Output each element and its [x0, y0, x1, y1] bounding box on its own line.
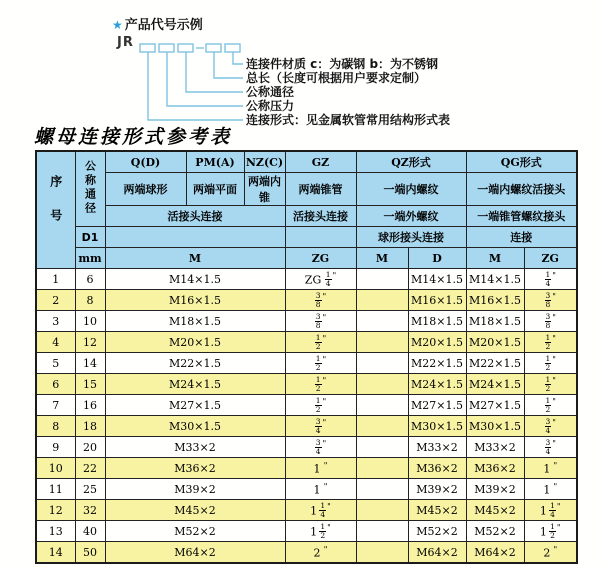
cell-qz-m	[356, 395, 408, 416]
code-label-length: 总长（长度可根据用户要求定制）	[246, 71, 427, 85]
fraction: $\frac{3}{4}$	[545, 437, 551, 456]
cell-gz-zg	[285, 311, 356, 332]
cell-qz-m	[356, 500, 408, 521]
cell-qg-m: M27×1.5	[466, 395, 524, 416]
cell-qg-zg	[524, 290, 577, 311]
inch-mark: "	[552, 355, 556, 365]
cell-m-thread: M16×1.5	[105, 290, 285, 311]
cell-qz-d: M14×1.5	[408, 269, 466, 290]
cell-seq: 11	[36, 479, 75, 500]
cell-m-thread: M14×1.5	[105, 269, 285, 290]
header-ends-pma: 两端平面	[186, 173, 244, 206]
fraction: $\frac{1}{2}$	[315, 332, 321, 351]
cell-qg-m: M33×2	[466, 437, 524, 458]
cell-qg-m: M30×1.5	[466, 416, 524, 437]
cell-qz-d: M45×2	[408, 500, 466, 521]
header-code-nzc: NZ(C)	[244, 151, 285, 173]
cell-seq: 10	[36, 458, 75, 479]
cell-qg-m: M52×2	[466, 521, 524, 542]
cell-m-thread: M22×1.5	[105, 353, 285, 374]
header-blank-1	[105, 227, 285, 248]
header-ext-thread-qz: 一端外螺纹	[356, 206, 466, 227]
inch-mark: "	[322, 397, 327, 407]
cell-qg-zg	[524, 332, 577, 353]
code-box-3	[178, 44, 193, 52]
code-label-material: 连接件材质 c：为碳钢 b：为不锈钢	[246, 57, 439, 71]
cell-m-thread: M27×1.5	[105, 395, 285, 416]
fraction: $\frac{3}{4}$	[545, 416, 551, 435]
header-unit-zg-qg: ZG	[524, 248, 577, 269]
inch-mark: "	[552, 376, 556, 386]
cell-seq: 4	[36, 332, 75, 353]
cell-seq: 3	[36, 311, 75, 332]
cell-gz-zg: 1 $\frac{1}{2}$ "	[285, 521, 356, 542]
cell-seq: 7	[36, 395, 75, 416]
code-box-5	[225, 44, 240, 52]
inch-mark: "	[553, 460, 558, 470]
code-label-pressure: 公称压力	[246, 99, 295, 113]
inch-mark: "	[556, 523, 561, 533]
cell-dn: 40	[75, 521, 105, 542]
header-ends-gz: 两端锥管	[285, 173, 356, 206]
cell-qg-zg	[524, 311, 577, 332]
cell-qg-m: M36×2	[466, 458, 524, 479]
table-row	[36, 395, 577, 416]
cell-dn: 15	[75, 374, 105, 395]
header-unit-zg-gz: ZG	[285, 248, 356, 269]
cell-m-thread: M36×2	[105, 458, 285, 479]
cell-qz-d: M64×2	[408, 542, 466, 564]
cell-qg-m: M22×1.5	[466, 353, 524, 374]
cell-qz-d: M16×1.5	[408, 290, 466, 311]
cell-gz-zg: 1 $\frac{1}{4}$ "	[285, 500, 356, 521]
table-body	[36, 269, 577, 564]
cell-qz-m	[356, 290, 408, 311]
header-code-qg: QG形式	[466, 151, 577, 173]
cell-qg-zg	[524, 416, 577, 437]
header-ball-joint-qz: 球形接头连接	[356, 227, 466, 248]
cell-qz-m	[356, 437, 408, 458]
cell-m-thread: M18×1.5	[105, 311, 285, 332]
cell-dn: 12	[75, 332, 105, 353]
cell-qg-zg	[524, 353, 577, 374]
cell-m-thread: M24×1.5	[105, 374, 285, 395]
cell-qg-m: M64×2	[466, 542, 524, 564]
inch-mark: "	[552, 439, 556, 449]
inch-mark: "	[322, 292, 327, 302]
cell-qg-zg: 1 $\frac{1}{2}$ "	[524, 521, 577, 542]
cell-qz-m	[356, 374, 408, 395]
fraction: $\frac{3}{8}$	[315, 311, 321, 330]
cell-qg-zg: 1 $\frac{1}{4}$ "	[524, 500, 577, 521]
header-blank-2	[285, 227, 356, 248]
cell-qg-m: M18×1.5	[466, 311, 524, 332]
table-row	[36, 479, 577, 500]
header-row-5	[36, 248, 577, 269]
cell-qg-m: M24×1.5	[466, 374, 524, 395]
inch-mark: "	[322, 313, 327, 323]
table-title: 螺母连接形式参考表	[34, 126, 233, 148]
cell-qz-d: M30×1.5	[408, 416, 466, 437]
inch-mark: "	[553, 481, 558, 491]
cell-gz-zg	[285, 416, 356, 437]
table-row	[36, 269, 577, 290]
cell-qg-zg	[524, 374, 577, 395]
fraction: $\frac{3}{8}$	[545, 311, 551, 330]
diagram-heading-text: 产品代号示例	[124, 18, 203, 33]
header-taper-joint-qg: 一端锥管螺纹接头	[466, 206, 577, 227]
cell-qz-m	[356, 416, 408, 437]
cell-dn: 18	[75, 416, 105, 437]
cell-qz-m	[356, 542, 408, 564]
inch-mark: "	[552, 397, 556, 407]
header-ends-nzc: 两端内锥	[244, 173, 285, 206]
code-label-conn-form: 连接形式：见金属软管常用结构形式表	[246, 113, 451, 127]
fraction: $\frac{1}{2}$	[545, 374, 551, 393]
code-label-diameter: 公称通径	[246, 85, 295, 99]
inch-mark: "	[322, 355, 327, 365]
cell-qz-m	[356, 311, 408, 332]
fraction: $\frac{3}{4}$	[315, 437, 321, 456]
cell-gz-zg	[285, 374, 356, 395]
cell-seq: 6	[36, 374, 75, 395]
inch-mark: "	[332, 271, 337, 281]
cell-seq: 14	[36, 542, 75, 564]
inch-mark: "	[322, 418, 327, 428]
inch-mark: "	[327, 523, 331, 533]
cell-m-thread: M45×2	[105, 500, 285, 521]
cell-seq: 9	[36, 437, 75, 458]
header-unit-d-qz: D	[408, 248, 466, 269]
cell-gz-zg: 1 "	[285, 458, 356, 479]
fraction: $\frac{1}{2}$	[320, 521, 326, 540]
fraction: $\frac{3}{8}$	[545, 290, 551, 309]
table-row	[36, 437, 577, 458]
cell-gz-zg	[285, 437, 356, 458]
cell-qz-d: M33×2	[408, 437, 466, 458]
fraction: $\frac{1}{2}$	[315, 353, 321, 372]
code-box-2	[159, 44, 174, 52]
cell-dn: 25	[75, 479, 105, 500]
cell-gz-zg: ZG $\frac{1}{4}$ "	[285, 269, 356, 290]
header-code-qd: Q(D)	[105, 151, 186, 173]
header-mm: mm	[75, 248, 105, 269]
cell-qg-zg	[524, 395, 577, 416]
header-seq: 序号	[36, 151, 75, 269]
product-code-diagram	[0, 0, 600, 132]
cell-dn: 14	[75, 353, 105, 374]
table-row	[36, 458, 577, 479]
header-unit-m-qz: M	[356, 248, 408, 269]
cell-qg-zg	[524, 269, 577, 290]
cell-qz-d: M22×1.5	[408, 353, 466, 374]
cell-m-thread: M33×2	[105, 437, 285, 458]
inch-mark: "	[552, 334, 556, 344]
header-ends-qd: 两端球形	[105, 173, 186, 206]
cell-qz-d: M18×1.5	[408, 311, 466, 332]
cell-qg-zg: 1 "	[524, 479, 577, 500]
header-code-pma: PM(A)	[186, 151, 244, 173]
table-row	[36, 332, 577, 353]
fraction: $\frac{1}{2}$	[315, 374, 321, 393]
cell-dn: 6	[75, 269, 105, 290]
cell-dn: 50	[75, 542, 105, 564]
table-row	[36, 521, 577, 542]
table-row	[36, 374, 577, 395]
cell-gz-zg	[285, 353, 356, 374]
cell-m-thread: M64×2	[105, 542, 285, 564]
cell-qz-d: M27×1.5	[408, 395, 466, 416]
inch-mark: "	[552, 271, 556, 281]
cell-seq: 2	[36, 290, 75, 311]
cell-dn: 22	[75, 458, 105, 479]
header-row-3	[36, 206, 577, 227]
fraction: $\frac{1}{4}$	[320, 500, 326, 519]
fraction: $\frac{1}{4}$	[550, 500, 555, 519]
cell-qg-m: M16×1.5	[466, 290, 524, 311]
inch-mark: "	[322, 334, 327, 344]
cell-qz-m	[356, 269, 408, 290]
header-conn-union: 活接头连接	[105, 206, 285, 227]
cell-qz-d: M39×2	[408, 479, 466, 500]
inch-mark: "	[327, 502, 331, 512]
diagram-heading	[112, 14, 203, 33]
cell-dn: 10	[75, 311, 105, 332]
header-code-qz: QZ形式	[356, 151, 466, 173]
inch-mark: "	[552, 292, 556, 302]
cell-seq: 8	[36, 416, 75, 437]
cell-dn: 32	[75, 500, 105, 521]
table-row	[36, 353, 577, 374]
fraction: $\frac{1}{2}$	[545, 332, 551, 351]
inch-mark: "	[553, 544, 558, 554]
cell-qg-m: M39×2	[466, 479, 524, 500]
star-icon: ★	[112, 18, 123, 32]
fraction: $\frac{1}{4}$	[325, 269, 331, 288]
header-unit-m-qg: M	[466, 248, 524, 269]
cell-qg-zg	[524, 437, 577, 458]
inch-mark: "	[552, 313, 556, 323]
header-row-2	[36, 173, 577, 206]
fraction: $\frac{1}{4}$	[545, 269, 551, 288]
inch-mark: "	[323, 481, 328, 491]
cell-m-thread: M20×1.5	[105, 332, 285, 353]
cell-qz-m	[356, 521, 408, 542]
fraction: $\frac{3}{8}$	[315, 290, 321, 309]
header-row-4	[36, 227, 577, 248]
cell-qg-m: M45×2	[466, 500, 524, 521]
cell-m-thread: M39×2	[105, 479, 285, 500]
code-box-1	[140, 44, 155, 52]
cell-qg-m: M20×1.5	[466, 332, 524, 353]
table-row	[36, 311, 577, 332]
cell-qg-zg: 2 "	[524, 542, 577, 564]
fraction: $\frac{3}{4}$	[315, 416, 321, 435]
cell-seq: 13	[36, 521, 75, 542]
cell-qz-d: M24×1.5	[408, 374, 466, 395]
inch-mark: "	[322, 439, 327, 449]
header-ends-qg: 一端内螺纹活接头	[466, 173, 577, 206]
cell-dn: 8	[75, 290, 105, 311]
cell-seq: 5	[36, 353, 75, 374]
cell-qz-d: M20×1.5	[408, 332, 466, 353]
header-conn-union-gz: 活接头连接	[285, 206, 356, 227]
cell-qz-d: M36×2	[408, 458, 466, 479]
header-unit-m-wide: M	[105, 248, 285, 269]
inch-mark: "	[323, 544, 328, 554]
cell-qz-m	[356, 479, 408, 500]
table-row	[36, 542, 577, 564]
cell-qz-m	[356, 332, 408, 353]
cell-seq: 1	[36, 269, 75, 290]
code-prefix: JR	[117, 35, 134, 50]
cell-dn: 16	[75, 395, 105, 416]
cell-dn: 20	[75, 437, 105, 458]
cell-m-thread: M52×2	[105, 521, 285, 542]
cell-qg-zg: 1 "	[524, 458, 577, 479]
cell-qz-m	[356, 458, 408, 479]
header-dn: 公称通径	[75, 151, 105, 227]
inch-mark: "	[552, 418, 556, 428]
code-box-4	[206, 44, 221, 52]
fraction: $\frac{1}{2}$	[315, 395, 321, 414]
cell-qg-m: M14×1.5	[466, 269, 524, 290]
cell-gz-zg	[285, 290, 356, 311]
header-row-1	[36, 151, 577, 173]
header-conn-qg: 连接	[466, 227, 577, 248]
header-code-gz: GZ	[285, 151, 356, 173]
cell-m-thread: M30×1.5	[105, 416, 285, 437]
inch-mark: "	[556, 502, 561, 512]
fraction: $\frac{1}{2}$	[545, 395, 551, 414]
cell-gz-zg: 2 "	[285, 542, 356, 564]
header-ends-qz: 一端内螺纹	[356, 173, 466, 206]
fraction: $\frac{1}{2}$	[550, 521, 555, 540]
inch-mark: "	[323, 460, 328, 470]
inch-mark: "	[322, 376, 327, 386]
table-row	[36, 290, 577, 311]
cell-seq: 12	[36, 500, 75, 521]
fraction: $\frac{1}{2}$	[545, 353, 551, 372]
cell-gz-zg	[285, 332, 356, 353]
header-d1: D1	[75, 227, 105, 248]
table-row	[36, 500, 577, 521]
cell-qz-d: M52×2	[408, 521, 466, 542]
cell-qz-m	[356, 353, 408, 374]
nut-connection-table	[35, 150, 578, 564]
table-row	[36, 416, 577, 437]
cell-gz-zg	[285, 395, 356, 416]
cell-gz-zg: 1 "	[285, 479, 356, 500]
